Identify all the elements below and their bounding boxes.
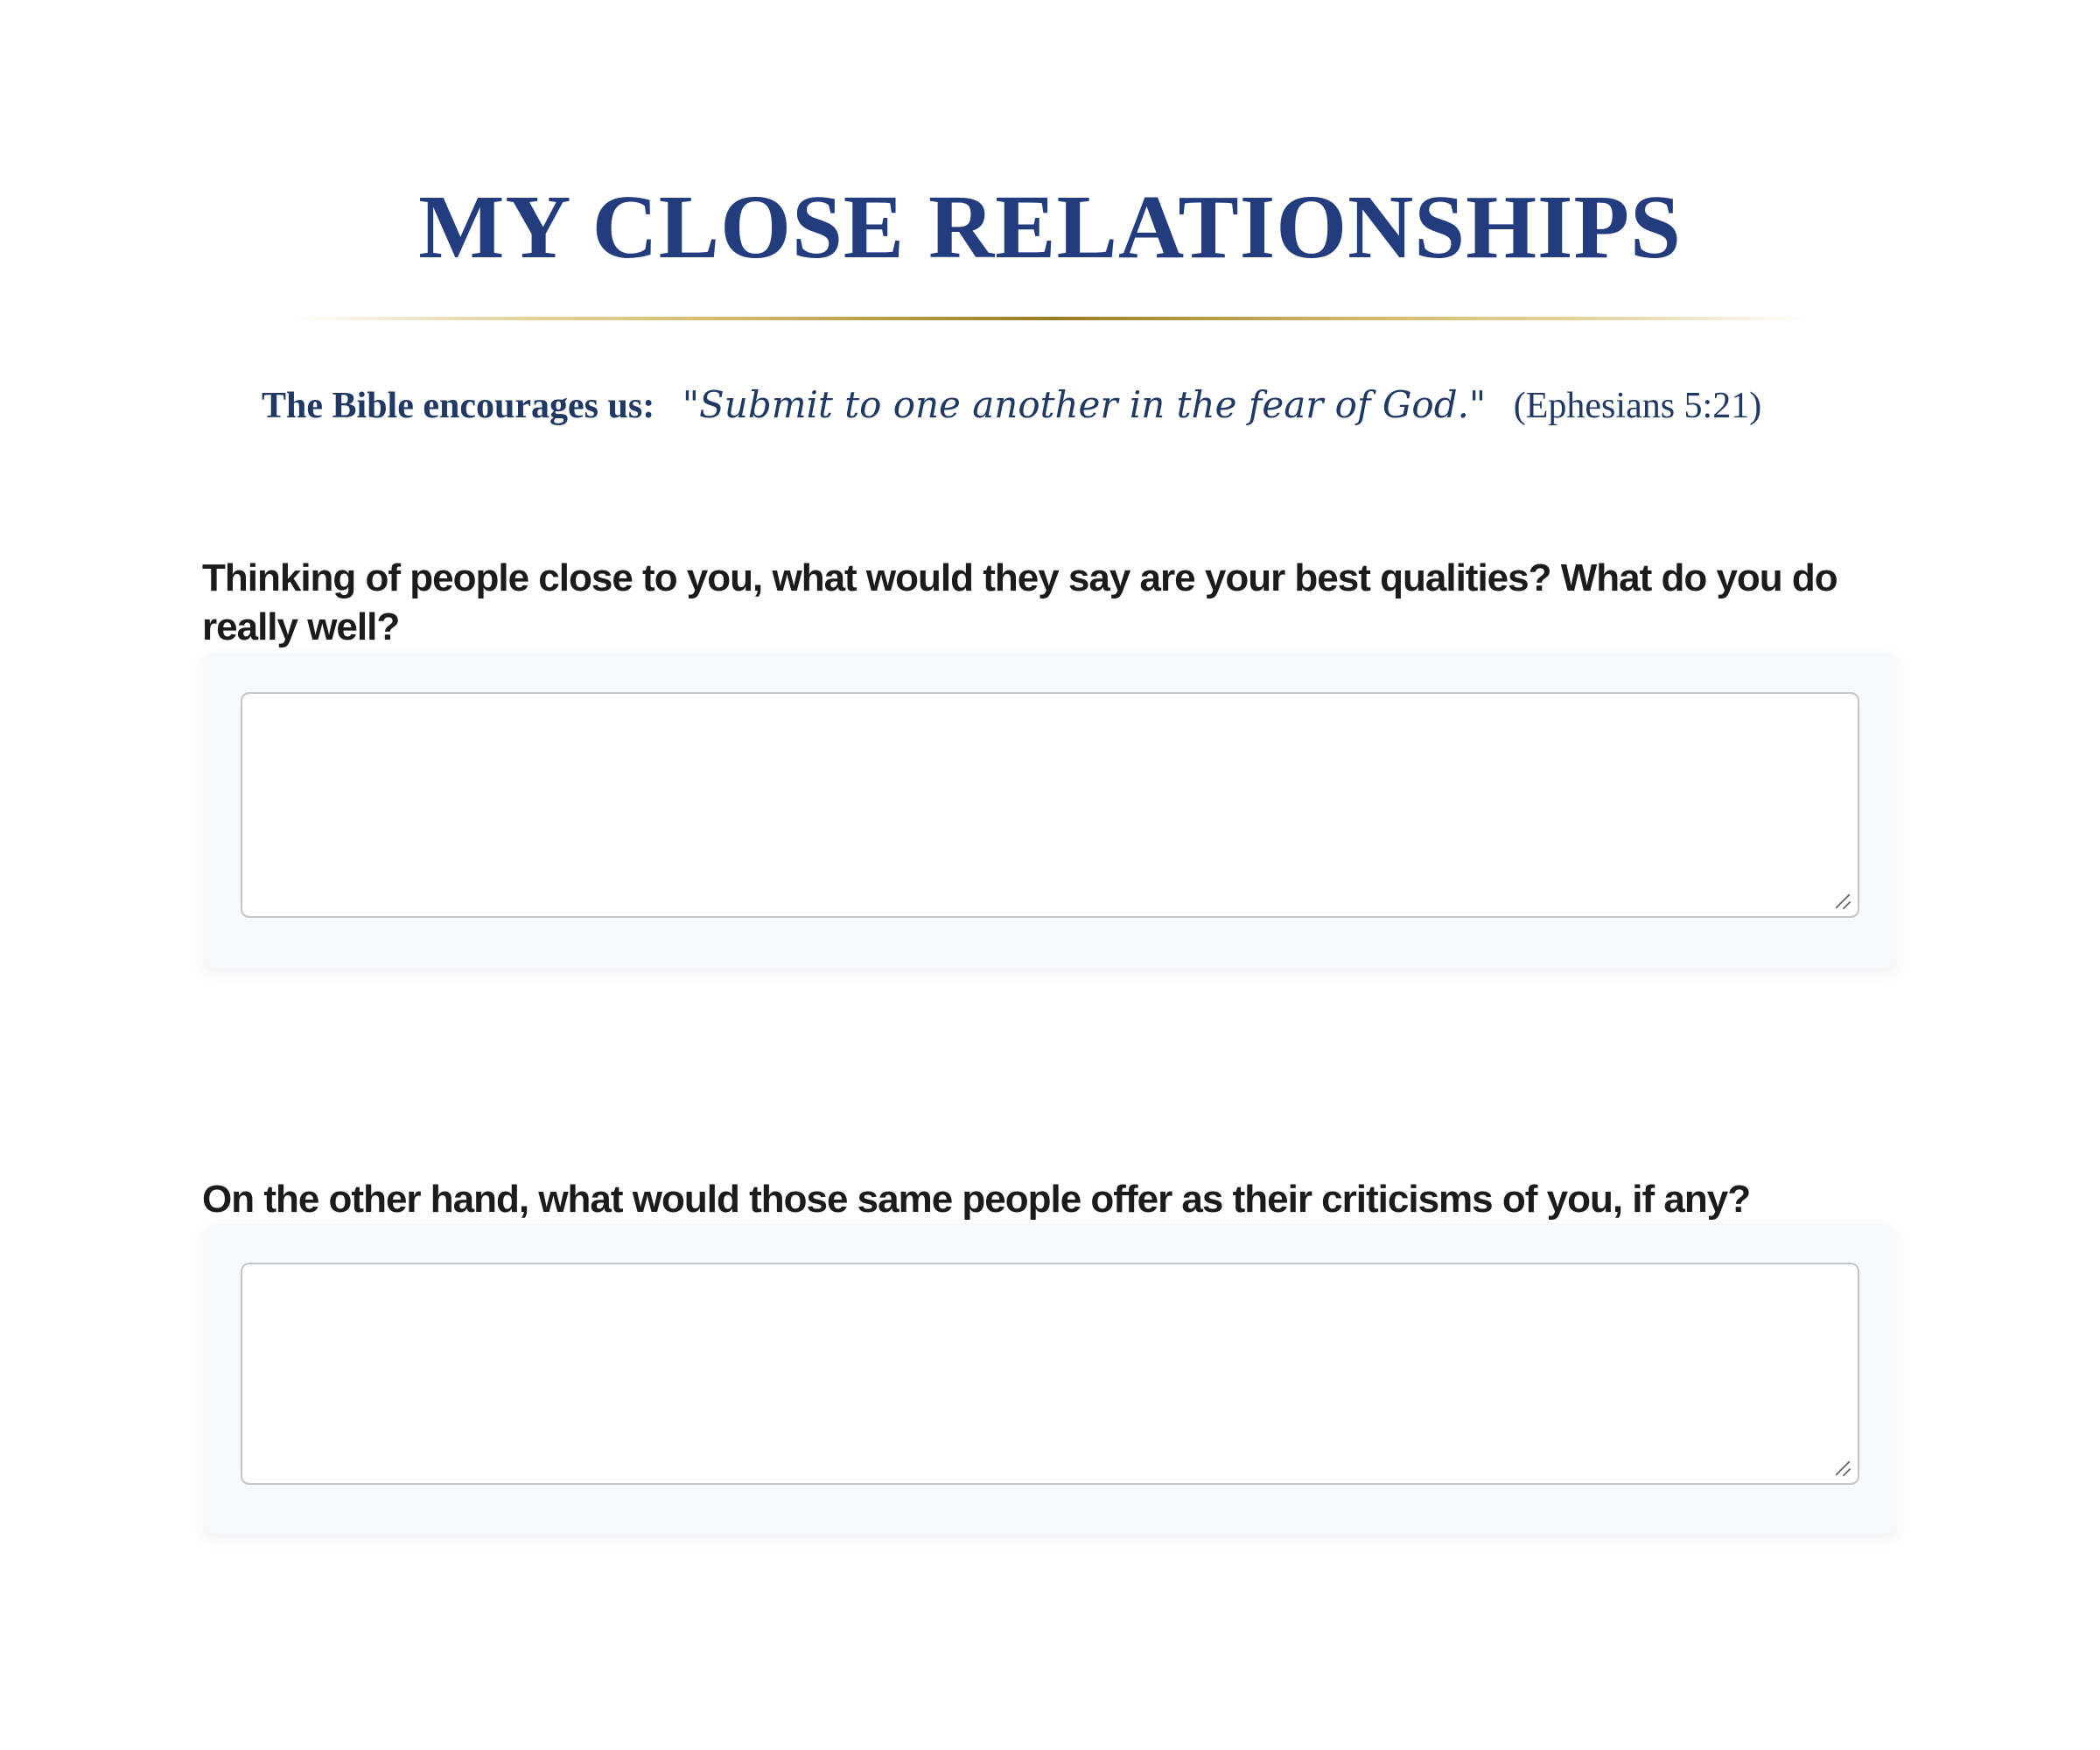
textarea-wrapper [241,1263,1859,1485]
gold-divider [293,317,1807,320]
question-label-criticisms: On the other hand, what would those same people offer as their criticisms of you, if any? [202,1178,1751,1221]
answer-textarea-best-qualities[interactable] [241,692,1859,918]
scripture-lead: The Bible encourages us: [262,386,655,426]
answer-textarea-criticisms[interactable] [241,1263,1859,1485]
scripture-quote: "Submit to one another in the fear of God." [682,383,1487,426]
answer-panel-criticisms [202,1224,1898,1534]
scripture-reference: (Ephesians 5:21) [1513,386,1762,426]
question-label-best-qualities: Thinking of people close to you, what would they say are your best qualities? What do you do really well? [202,556,1838,648]
textarea-wrapper [241,692,1859,918]
scripture-line [262,380,1898,431]
page-title: MY CLOSE RELATIONSHIPS [418,177,1682,277]
scripture-spacer [1495,386,1505,426]
form-content [202,0,1898,1534]
answer-panel-best-qualities [202,652,1898,969]
scripture-spacer [664,386,674,426]
